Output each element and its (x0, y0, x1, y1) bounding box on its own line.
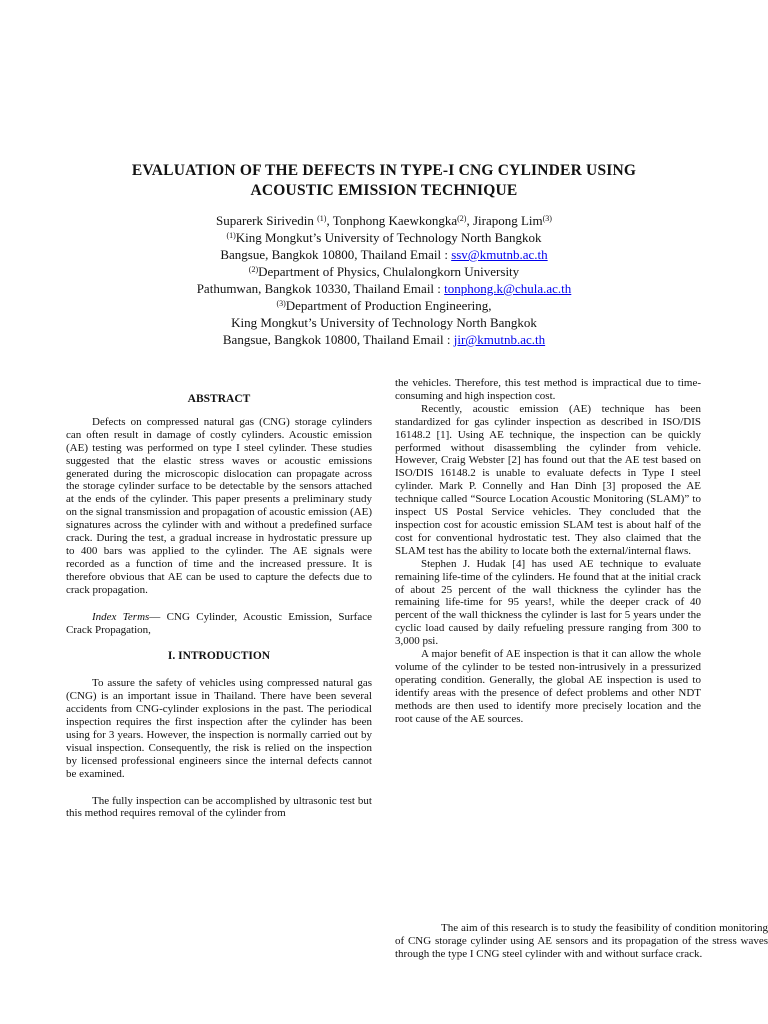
author-line (100, 212, 668, 229)
affiliation-3-line-b: King Mongkut’s University of Technology North Bangkok (231, 315, 537, 330)
author-3-sup: (3) (542, 214, 552, 223)
affiliation-3-address: Bangsue, Bangkok 10800, Thailand Email : jir@kmutnb.ac.th (222, 332, 546, 347)
right-paragraph-0: the vehicles. Therefore, this test method is impractical due to time-consuming and high inspection cost. (395, 377, 701, 402)
right-paragraph-2: Stephen J. Hudak [4] has used AE technique to evaluate remaining life-time of the cylinders. He found that at the initial crack of about 25 percent of the wall thickness the cylinder has the remaining life-time for 95 years!, while the deeper crack of 40 percent of the wall thickness the cylinder is last for 5 years under the cyclic load caused by daily refueling pressure ranging from 300 to 3,000 psi. (395, 557, 701, 648)
author-1-sup: (1) (317, 214, 327, 223)
paper-title (60, 161, 708, 201)
affiliation-2-address: Pathumwan, Bangkok 10330, Thailand Email : tonphong.k@chula.ac.th (196, 281, 572, 296)
right-column (395, 377, 701, 725)
introduction-heading: I. INTRODUCTION (167, 650, 271, 663)
email-link-3[interactable]: jir@kmutnb.ac.th (453, 332, 546, 347)
author-1: Suparerk Sirivedin (216, 213, 314, 228)
email-link-1[interactable]: ssv@kmutnb.ac.th (451, 247, 548, 262)
title-line-2: ACOUSTIC EMISSION TECHNIQUE (250, 182, 518, 199)
left-column (66, 393, 372, 820)
affiliation-1: $^{(1)}$King Mongkut’s University of Technology North Bangkok (226, 230, 542, 245)
bottom-paragraph-block (395, 922, 768, 961)
author-2-sup: (2) (457, 214, 467, 223)
affiliation-2: $^{(2)}$Department of Physics, Chulalongkorn University (248, 264, 520, 279)
abstract-heading: ABSTRACT (187, 393, 251, 405)
right-paragraph-1: Recently, acoustic emission (AE) technique has been standardized for gas cylinder inspection as described in ISO/DIS 16148.2 [1]. Using AE technique, the inspection can be quickly performed without disassembling the cylinder from vehicle. However, Craig Webster [2] has found out that the AE test based on ISO/DIS 16148.2 is unable to evaluate defects in Type I steel cylinder. Mark P. Connelly and Han Dinh [3] proposed the AE technique called “Source Location Acoustic Monitoring (SLAM)” to inspect US Postal Service vehicles. They concluded that the inspection cost for acoustic emission SLAM test is about half of the cost for conventional hydrostatic test. They also claimed that the SLAM test has the ability to locate both the external/internal flaws. (395, 402, 701, 557)
author-2: , Tonphong Kaewkongka (326, 213, 458, 228)
intro-paragraph-1: To assure the safety of vehicles using compressed natural gas (CNG) is an important issue in Thailand. There have been several accidents from CNG-cylinder explosions in the past. The periodical inspection requires the first inspection after the cylinder has been using for 3 years. However, the inspection is normally carried out by visual inspection. Consequently, the risk is relied on the inspection by licensed professional engineers since the internal defects cannot be examined. (66, 677, 372, 780)
abstract-text: Defects on compressed natural gas (CNG) storage cylinders can often result in damage of costly cylinders. Acoustic emission (AE) testing was performed on type I steel cylinder. These studies suggested that the elastic stress waves or acoustic emissions generated during the microscopic dislocation can propagate across the storage cylinder surface to be detectable by the sensors attached at the ends of the cylinder. This paper presents a preliminary study on the signal transmission and propagation of acoustic emission (AE) signatures across the cylinder with and without a predefined surface crack. During the test, a gradual increase in hydrostatic pressure up to 400 bars was applied to the cylinder. The AE signals were recorded as a function of time and the increased pressure. It is therefore obvious that AE can be used to capture the defects due to crack propagation. (66, 415, 372, 596)
index-terms-text: — CNG Cylinder, Acoustic Emission, Surface Crack Propagation, (66, 610, 372, 636)
affiliation-3: $^{(3)}$Department of Production Engineering, (276, 298, 492, 313)
email-link-2[interactable]: tonphong.k@chula.ac.th (444, 281, 572, 296)
aim-paragraph: The aim of this research is to study the feasibility of condition monitoring of CNG storage cylinder using AE sensors and its propagation of the stress waves through the type I CNG steel cylinder with and without surface crack. (395, 922, 768, 960)
index-terms (66, 611, 372, 637)
right-paragraph-3: A major benefit of AE inspection is that it can allow the whole volume of the cylinder to be tested non-intrusively in a pressurized operating condition. Generally, the global AE inspection is used to identify areas with the presence of defect problems and other NDT methods are then used to identify more precisely location and the root cause of the AE sources. (395, 648, 701, 725)
intro-paragraph-2: The fully inspection can be accomplished by ultrasonic test but this method requires removal of the cylinder from (66, 794, 372, 820)
title-line-1: EVALUATION OF THE DEFECTS IN TYPE-I CNG CYLINDER USING (131, 162, 637, 179)
affiliation-1-address: Bangsue, Bangkok 10800, Thailand Email : ssv@kmutnb.ac.th (220, 247, 548, 262)
index-terms-label: Index Terms (92, 610, 150, 623)
author-block (100, 212, 668, 348)
author-3: , Jirapong Lim (466, 213, 543, 228)
